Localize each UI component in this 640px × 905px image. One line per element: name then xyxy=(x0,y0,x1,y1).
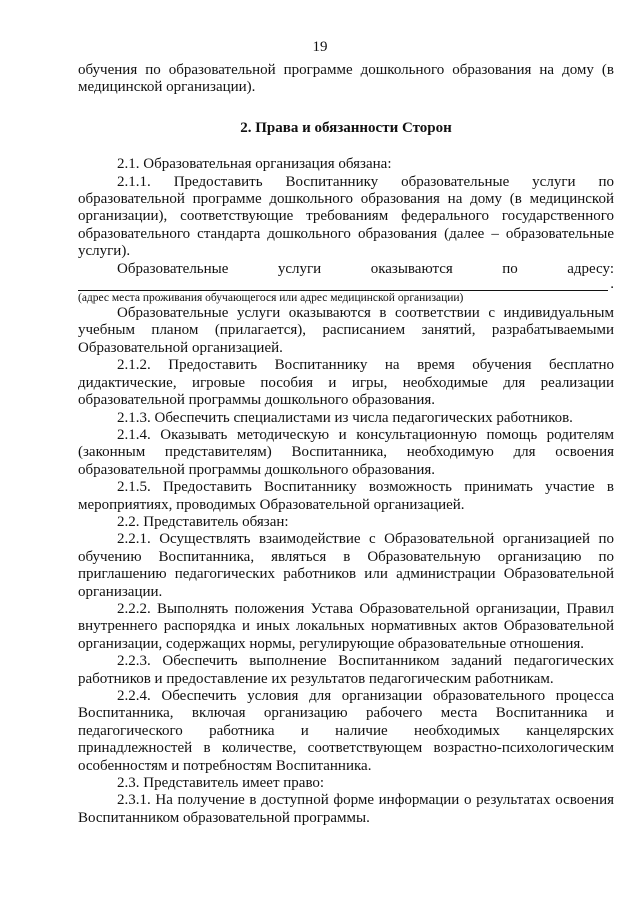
clause-2-1-2: 2.1.2. Предоставить Воспитаннику на время обучения бесплатно дидактические, игровые пособия и игры, необходимые для реализации образовательной программы дошкольного образования. xyxy=(78,357,614,409)
clause-2-1-4: 2.1.4. Оказывать методическую и консультационную помощь родителям (законным представителям) Воспитанника, необходимую для освоения образовательной программы дошкольного образования. xyxy=(78,426,614,478)
clause-2-2-1: 2.2.1. Осуществлять взаимодействие с Образовательной организацией по обучению Воспитанника, являться в Образовательную организацию по приглашению педагогических работников или администрации Образовательной организации. xyxy=(78,531,614,600)
clause-2-1-5: 2.1.5. Предоставить Воспитаннику возможность принимать участие в мероприятиях, проводимых Образовательной организацией. xyxy=(78,479,614,513)
address-word: адресу: xyxy=(567,260,614,277)
address-line-label xyxy=(78,261,614,278)
address-word: Образовательные xyxy=(117,260,229,277)
address-end-dot: . xyxy=(610,275,614,292)
address-blank xyxy=(78,275,614,292)
address-caption: (адрес места проживания обучающегося или адрес медицинской организации) xyxy=(78,292,464,305)
clause-2-2-3: 2.2.3. Обеспечить выполнение Воспитанником заданий педагогических работников и предоставление их результатов педагогическим работникам. xyxy=(78,653,614,687)
clause-2-1-1: 2.1.1. Предоставить Воспитаннику образовательные услуги по образовательной программе дошкольного образования на дому (в медицинской организации), соответствующие требованиям федерального государственного образовательного стандарта дошкольного образования (далее – образовательные услуги). xyxy=(78,173,614,260)
section-heading: 2. Права и обязанности Сторон xyxy=(240,119,452,136)
page-number: 19 xyxy=(312,39,328,55)
clause-2-1: 2.1. Образовательная организация обязана: xyxy=(117,156,392,173)
intro-paragraph: обучения по образовательной программе дошкольного образования на дому (в медицинской организации). xyxy=(78,62,614,96)
clause-2-2: 2.2. Представитель обязан: xyxy=(117,513,289,530)
clause-2-2-4: 2.2.4. Обеспечить условия для организации образовательного процесса Воспитанника, включая организацию рабочего места Воспитанника и педагогического работника и наличие необходимых канцелярских принадлежностей в количестве, соответствующем возрастно-психологическим особенностям и потребностям Воспитанника. xyxy=(78,688,614,774)
address-fill-line xyxy=(78,275,614,292)
address-word: по xyxy=(502,260,518,277)
clause-2-1-3: 2.1.3. Обеспечить специалистами из числа педагогических работников. xyxy=(117,409,573,426)
address-word: оказываются xyxy=(370,260,453,277)
clause-2-3: 2.3. Представитель имеет право: xyxy=(117,775,325,792)
services-paragraph: Образовательные услуги оказываются в соответствии с индивидуальным учебным планом (прилагается), расписанием занятий, разрабатываемыми Образовательной организацией. xyxy=(78,305,614,356)
document-body xyxy=(78,62,614,827)
clause-2-2-2: 2.2.2. Выполнять положения Устава Образовательной организации, Правил внутреннего распорядка и иных локальных нормативных актов Образовательной организации, содержащих нормы, регулирующие образовательные отношения. xyxy=(78,600,614,652)
clause-2-3-1: 2.3.1. На получение в доступной форме информации о результатах освоения Воспитанником образовательной программы. xyxy=(78,792,614,826)
address-word: услуги xyxy=(277,260,322,277)
